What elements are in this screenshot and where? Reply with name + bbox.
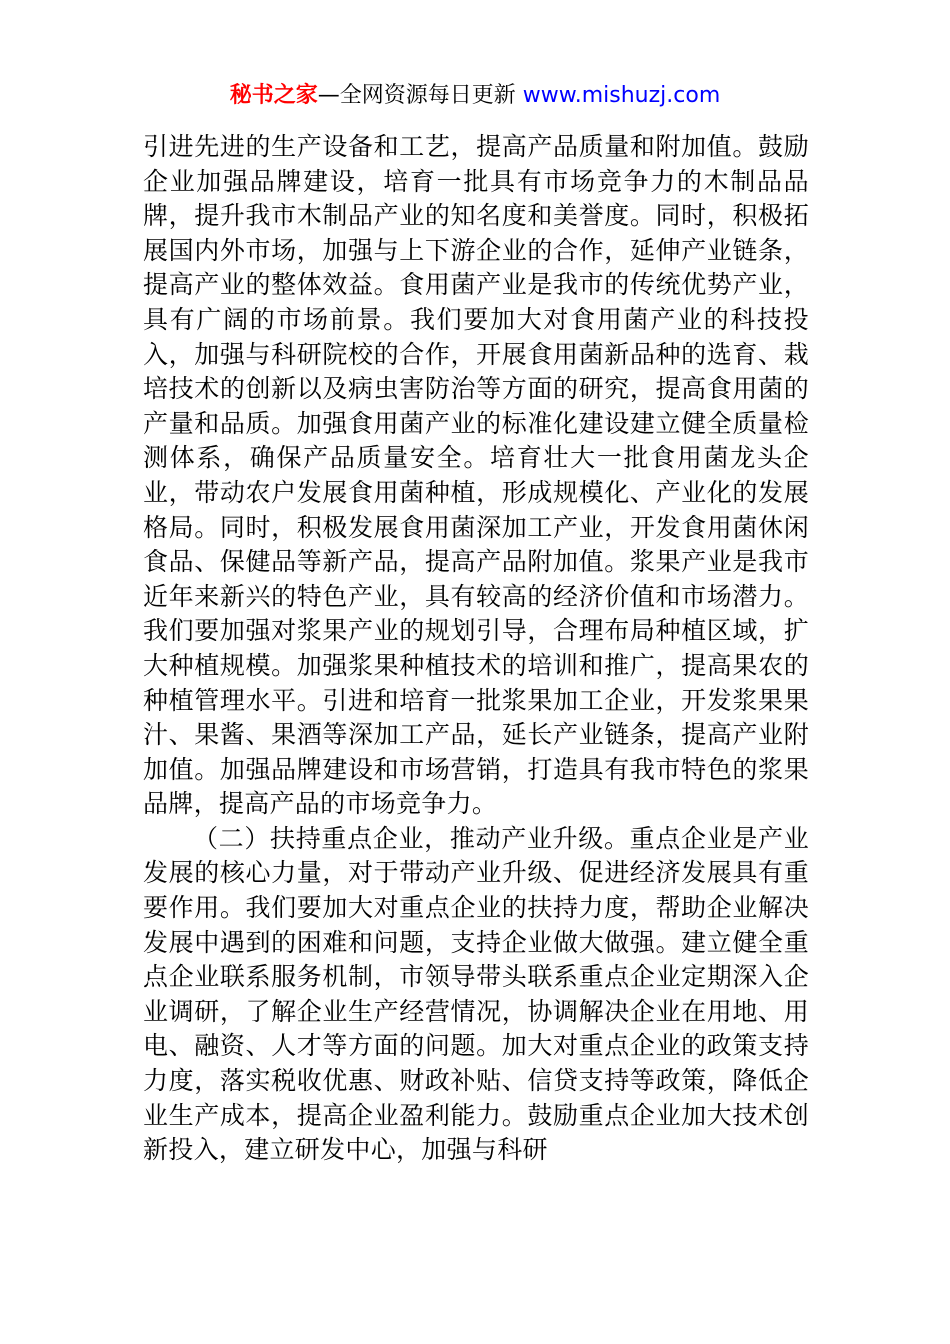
site-url-link[interactable]: www.mishuzj.com: [522, 83, 721, 108]
header-tagline: —全网资源每日更新: [317, 83, 516, 108]
paragraph-industry-development: 引进先进的生产设备和工艺，提高产品质量和附加值。鼓励企业加强品牌建设，培育一批具有市场竞争力的木制品品牌，提升我市木制品产业的知名度和美誉度。同时，积极拓展国内外市场，加强与上下游企业的合作，延伸产业链条，提高产业的整体效益。食用菌产业是我市的传统优势产业，具有广阔的市场前景。我们要加大对食用菌产业的科技投入，加强与科研院校的合作，开展食用菌新品种的选育、栽培技术的创新以及病虫害防治等方面的研究，提高食用菌的产量和品质。加强食用菌产业的标准化建设建立健全质量检测体系，确保产品质量安全。培育壮大一批食用菌龙头企业，带动农户发展食用菌种植，形成规模化、产业化的发展格局。同时，积极发展食用菌深加工产业，开发食用菌休闲食品、保健品等新产品，提高产品附加值。浆果产业是我市近年来新兴的特色产业，具有较高的经济价值和市场潜力。我们要加强对浆果产业的规划引导，合理布局种植区域，扩大种植规模。加强浆果种植技术的培训和推广，提高果农的种植管理水平。引进和培育一批浆果加工企业，开发浆果果汁、果酱、果酒等深加工产品，延长产业链条，提高产业附加值。加强品牌建设和市场营销，打造具有我市特色的浆果品牌，提高产品的市场竞争力。: [143, 132, 809, 819]
brand-name: 秘书之家: [229, 83, 318, 108]
document-body: [143, 130, 809, 1168]
paragraph-key-enterprises: （二）扶持重点企业，推动产业升级。重点企业是产业发展的核心力量，对于带动产业升级、促进经济发展具有重要作用。我们要加大对重点企业的扶持力度，帮助企业解决发展中遇到的困难和问题，支持企业做大做强。建立健全重点企业联系服务机制，市领导带头联系重点企业定期深入企业调研，了解企业生产经营情况，协调解决企业在用地、用电、融资、人才等方面的问题。加大对重点企业的政策支持力度，落实税收优惠、财政补贴、信贷支持等政策，降低企业生产成本，提高企业盈利能力。鼓励重点企业加大技术创新投入，建立研发中心，加强与科研: [143, 823, 809, 1165]
site-header: [0, 80, 950, 112]
